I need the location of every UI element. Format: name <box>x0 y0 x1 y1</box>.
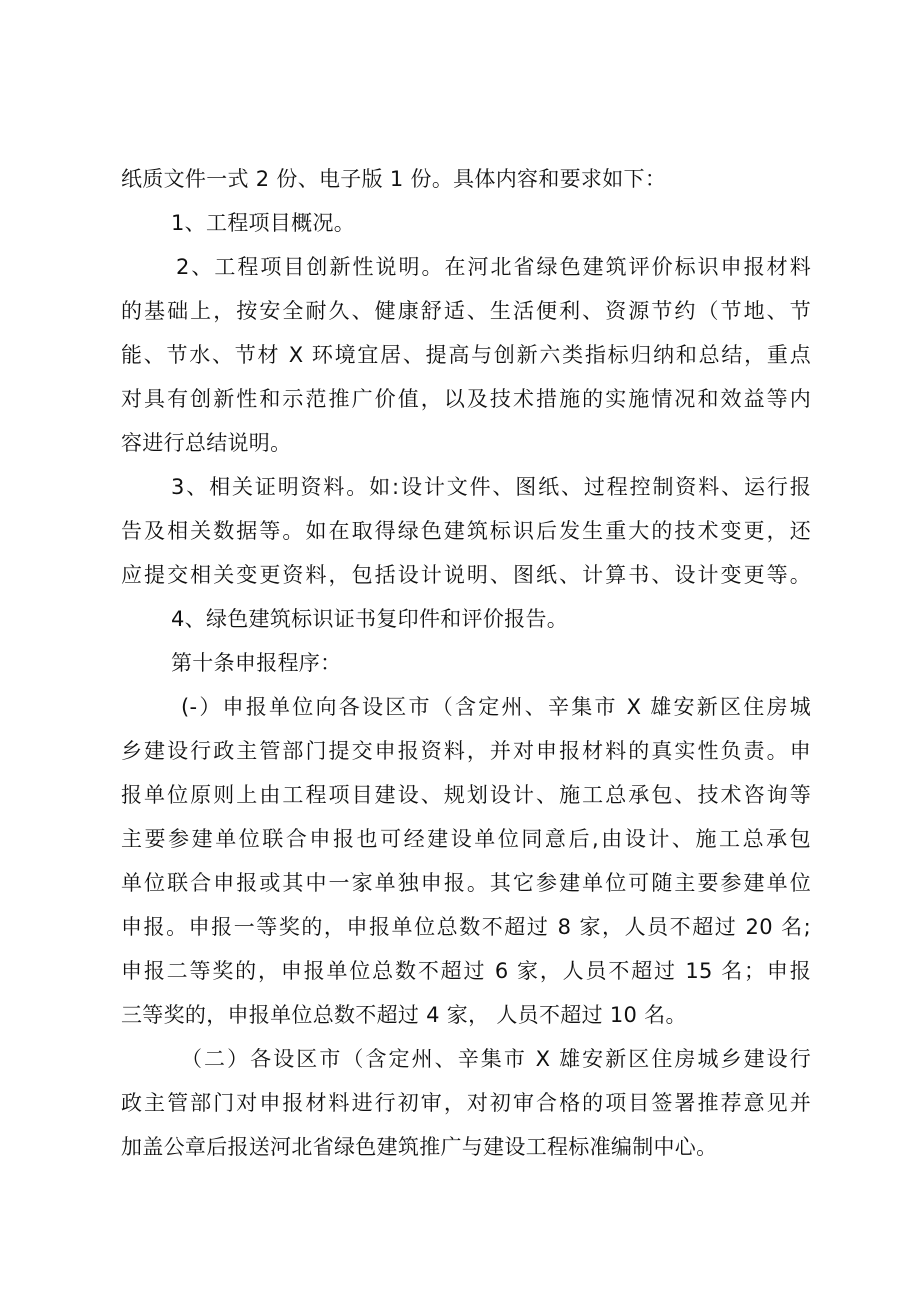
list-item-2: 2、工程项目创新性说明。在河北省绿色建筑评价标识申报材料 <box>176 255 811 279</box>
text-line: 申报。申报一等奖的，申报单位总数不超过 8 家，人员不超过 20 名; <box>121 915 811 939</box>
text-line: 乡建设行政主管部门提交申报资料，并对申报材料的真实性负责。申 <box>121 739 811 763</box>
list-item-1: 1、工程项目概况。 <box>171 211 356 235</box>
list-item-4: 4、绿色建筑标识证书复印件和评价报告。 <box>171 607 569 631</box>
text-line: 政主管部门对申报材料进行初审，对初审合格的项目签署推荐意见并 <box>121 1091 811 1115</box>
text-line: 单位联合申报或其中一家单独申报。其它参建单位可随主要参建单位 <box>121 871 811 895</box>
text-line: 能、节水、节材 X 环境宜居、提高与创新六类指标归纳和总结，重点 <box>121 343 811 367</box>
text-line: 报单位原则上由工程项目建设、规划设计、施工总承包、技术咨询等 <box>121 783 811 807</box>
text-line: 加盖公章后报送河北省绿色建筑推广与建设工程标准编制中心。 <box>121 1135 718 1159</box>
text-line: 纸质文件一式 2 份、电子版 1 份。具体内容和要求如下： <box>121 167 667 191</box>
text-line: 应提交相关变更资料，包括设计说明、图纸、计算书、设计变更等。 <box>121 563 811 587</box>
list-item-3: 3、相关证明资料。如:设计文件、图纸、过程控制资料、运行报 <box>171 475 811 499</box>
text-line: 申报二等奖的，申报单位总数不超过 6 家，人员不超过 15 名；申报 <box>121 959 811 983</box>
clause-2: （二）各设区市（含定州、辛集市 X 雄安新区住房城乡建设行 <box>181 1047 811 1071</box>
text-line: 告及相关数据等。如在取得绿色建筑标识后发生重大的技术变更，还 <box>121 519 811 543</box>
section-heading: 第十条申报程序： <box>171 651 342 675</box>
text-line: 三等奖的，申报单位总数不超过 4 家， 人员不超过 10 名。 <box>121 1003 687 1027</box>
text-line: 主要参建单位联合申报也可经建设单位同意后,由设计、施工总承包 <box>121 827 811 851</box>
text-line: 对具有创新性和示范推广价值，以及技术措施的实施情况和效益等内 <box>121 387 811 411</box>
clause-1: (-）申报单位向各设区市（含定州、辛集市 X 雄安新区住房城 <box>181 695 811 719</box>
text-line: 容进行总结说明。 <box>121 431 292 455</box>
text-line: 的基础上，按安全耐久、健康舒适、生活便利、资源节约（节地、节 <box>121 299 811 323</box>
body-text <box>121 157 811 1169</box>
